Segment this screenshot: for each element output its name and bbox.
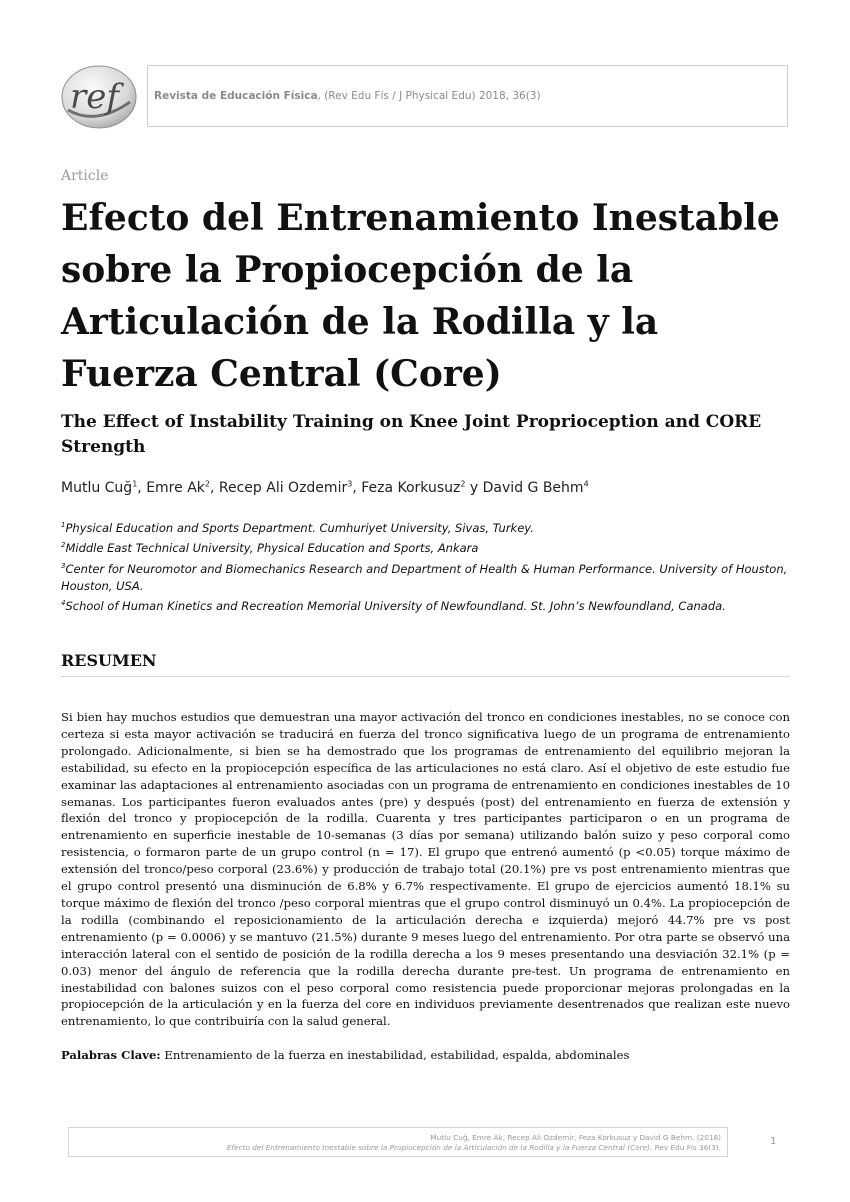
author: David G Behm$^4$ bbox=[482, 479, 589, 496]
resumen-heading: RESUMEN bbox=[61, 651, 790, 677]
journal-citation: , (Rev Edu Fís / J Physical Edu) 2018, 36(3) bbox=[317, 90, 541, 102]
footer-journal: Rev Edu Fís 36(3). bbox=[652, 1143, 721, 1152]
keywords bbox=[61, 1047, 790, 1064]
author: Mutlu Cuğ$^1$, bbox=[61, 479, 147, 496]
journal-header bbox=[147, 65, 788, 127]
author: Recep Ali Ozdemir$^3$, bbox=[218, 479, 362, 496]
article-title: Efecto del Entrenamiento Inestable sobre la Propiocepción de la Articulación de la Rodilla y la Fuerza Central (Core) bbox=[61, 197, 780, 395]
affiliation: $^1$Physical Education and Sports Department. Cumhuriyet University, Sivas, Turkey. bbox=[61, 520, 534, 535]
keywords-label: Palabras Clave: bbox=[61, 1048, 161, 1062]
article-type-label: Article bbox=[61, 168, 109, 184]
affiliation: $^4$School of Human Kinetics and Recreation Memorial University of Newfoundland. St. John’s Newfoundland, Canada. bbox=[61, 599, 726, 614]
keywords-text: Entrenamiento de la fuerza en inestabilidad, estabilidad, espalda, abdominales bbox=[160, 1048, 630, 1062]
author: Feza Korkusuz$^2$ y bbox=[361, 479, 483, 496]
footer-title: Efecto del Entrenamiento Inestable sobre la Propiocepción de la Articulación de la Rodilla y la Fuerza Central (Core). bbox=[226, 1143, 653, 1152]
footer-authors: Mutlu Cuğ, Emre Ak, Recep Ali Ozdemir, Feza Korkusuz y David G Behm. (2018) bbox=[430, 1133, 721, 1142]
abstract-body: Si bien hay muchos estudios que demuestran una mayor activación del tronco en condiciones inestables, no se conoce con certeza si esta mayor activación se traducirá en fuerza del tronco significativa luego de un programa de entrenamiento prolongado. Adicionalmente, si bien se ha demostrado que los programas de entrenamiento del equilibrio mejoran la estabilidad, su efecto en la propiocepción específica de las articulaciones no está claro. Así el objetivo de este estudio fue examinar las adaptaciones al entrenamiento asociadas con un programa de entrenamiento en condiciones inestables de 10 semanas. Los participantes fueron evaluados antes (pre) y después (post) del entrenamiento en fuerza de extensión y flexión del tronco y propiocepción de la rodilla. Cuarenta y tres participantes participaron o en un programa de entrenamiento en superficie inestable de 10-semanas (3 días por semana) utilizando balón suizo y peso corporal como resistencia, o formaron parte de un grupo control (n = 17). El grupo que entrenó aumentó (p <0.05) torque máximo de extensión del tronco/peso corporal (23.6%) y producción de trabajo total (20.1%) pre vs post entrenamiento mientras que el grupo control presentó una disminución de 6.8% y 6.7% respectivamente. El grupo de ejercicios aumentó 18.1% su torque máximo de flexión del tronco /peso corporal mientras que el grupo control disminuyó un 0.4%. La propiocepción de la rodilla (combinando el reposicionamiento de la articulación derecha e izquierda) mejoró 44.7% pre vs post entrenamiento (p = 0.0006) y se mantuvo (21.5%) durante 9 meses luego del entrenamiento. Por otra parte se observó una interacción lateral con el sentido de posición de la rodilla derecha a los 9 meses presentando una desviación 32.1% (p = 0.03) menor del ángulo de referencia que la rodilla derecha durante pre-test. Un programa de entrenamiento en inestabilidad con balones suizos con el peso corporal como resistencia puede proporcionar mejoras prolongadas en la propiocepción de la articulación y en la fuerza del core en individuos previamente desentrenados que realizan este nuevo entrenamiento, lo que contribuiría con la salud general. bbox=[61, 710, 790, 1029]
logo-text: ref bbox=[70, 77, 119, 117]
affiliation: $^3$Center for Neuromotor and Biomechanics Research and Department of Health & Human Performance. University of Houston, Houston, USA. bbox=[61, 561, 788, 593]
journal-name: Revista de Educación Física bbox=[154, 90, 318, 102]
author-list bbox=[61, 479, 801, 496]
journal-logo bbox=[60, 64, 138, 130]
footer-citation bbox=[68, 1127, 728, 1157]
article-subtitle: The Effect of Instability Training on Knee Joint Proprioception and CORE Strength bbox=[61, 412, 762, 457]
affiliation-list bbox=[61, 517, 791, 616]
page-number: 1 bbox=[770, 1136, 777, 1147]
affiliation: $^2$Middle East Technical University, Physical Education and Sports, Ankara bbox=[61, 541, 479, 556]
author: Emre Ak$^2$, bbox=[146, 479, 219, 496]
